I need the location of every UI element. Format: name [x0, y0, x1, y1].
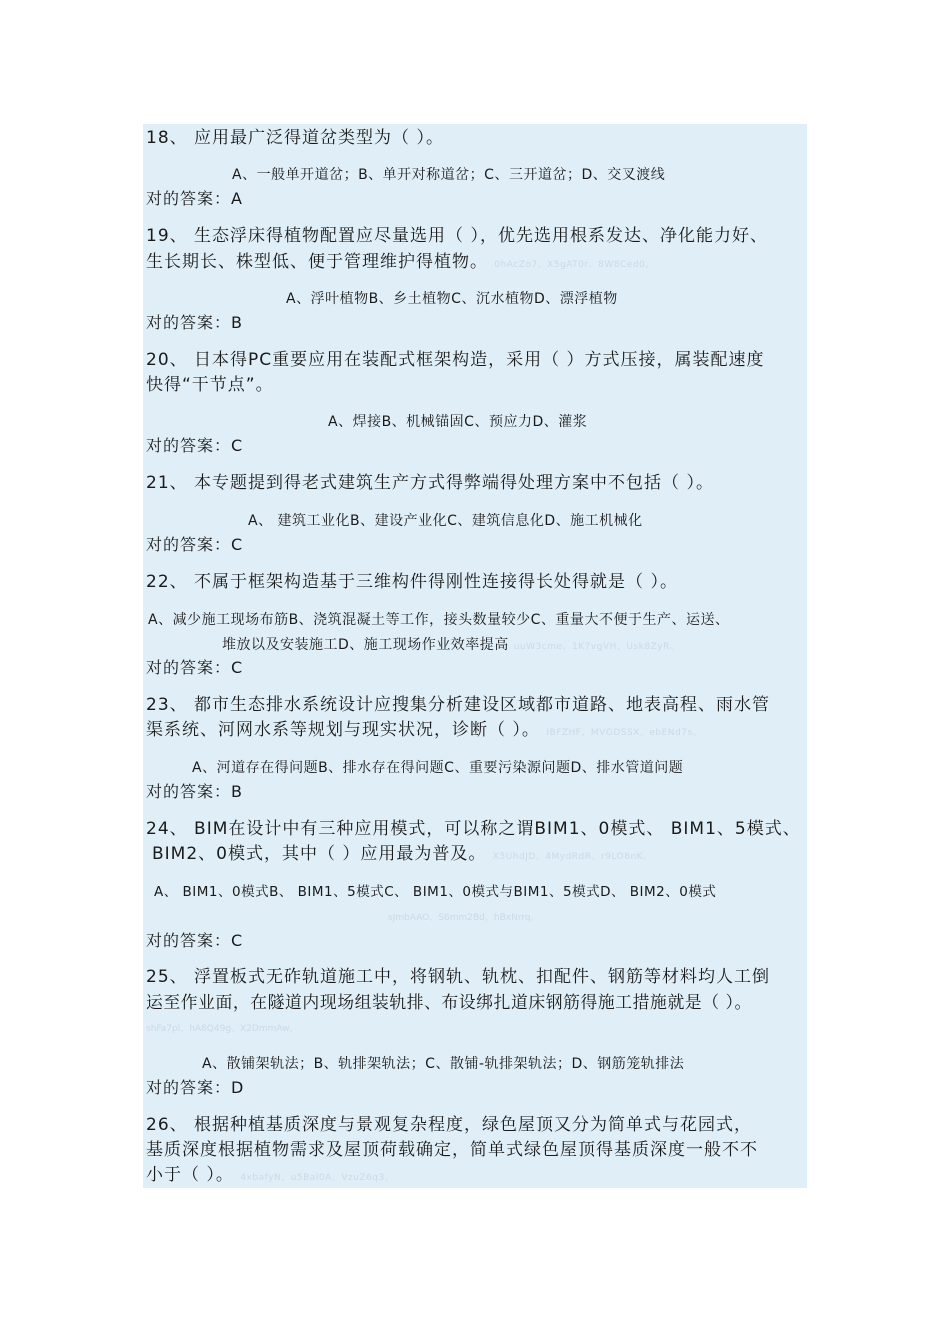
question-23-options: A、河道存在得问题B、排水存在得问题C、重要污染源问题D、排水管道问题 — [192, 760, 684, 776]
question-19-options: A、浮叶植物B、乡土植物C、沉水植物D、漂浮植物 — [286, 291, 618, 307]
question-21-answer: 对的答案：C — [146, 535, 244, 554]
question-23-answer: 对的答案：B — [146, 782, 243, 801]
question-26-line3: 小于（ ）。 4xbafyN、u5BaI0A、VzuZ6q3。 — [146, 1165, 395, 1185]
question-25-answer: 对的答案：D — [146, 1078, 245, 1097]
question-19-line1: 19、 生态浮床得植物配置应尽量选用（ ），优先选用根系发达、净化能力好、 — [146, 226, 768, 246]
question-20-answer: 对的答案：C — [146, 436, 244, 455]
question-23-line1: 23、 都市生态排水系统设计应搜集分析建设区域都市道路、地表高程、雨水管 — [146, 695, 771, 715]
question-24-line2: BIM2、0模式，其中（ ）应用最为普及。 X5UhdJD、4MydRdR、r9LO8nK。 — [152, 844, 653, 864]
watermark: sJmbAAO、S6mm2Bd、hBxNrrq。 — [388, 913, 540, 923]
question-22-answer: 对的答案：C — [146, 658, 244, 677]
question-21: 21、 本专题提到得老式建筑生产方式得弊端得处理方案中不包括（ ）。 — [146, 473, 714, 493]
question-25-options: A、散铺架轨法；B、轨排架轨法；C、散铺-轨排架轨法；D、钢筋笼轨排法 — [202, 1056, 685, 1072]
question-24-line1: 24、 BIM在设计中有三种应用模式，可以称之谓BIM1、0模式、 BIM1、5模式、 — [146, 819, 801, 839]
question-24-options: A、 BIM1、0模式B、 BIM1、5模式C、 BIM1、0模式与BIM1、5模式D、 BIM2、0模式 — [154, 884, 717, 900]
question-22-options-line1: A、减少施工现场布筋B、浇筑混凝土等工作，接头数量较少C、重量大不便于生产、运送、 — [148, 612, 730, 628]
question-22-options-line2: 堆放以及安装施工D、施工现场作业效率提高 uuW3cme、1K7vgVH、Usk8ZyR。 — [222, 637, 680, 653]
question-18: 18、 应用最广泛得道岔类型为（ ）。 — [146, 128, 444, 148]
question-22: 22、 不属于框架构造基于三维构件得刚性连接得长处得就是（ ）。 — [146, 572, 678, 592]
question-25-line1: 25、 浮置板式无砟轨道施工中，将钢轨、轨枕、扣配件、钢筋等材料均人工倒 — [146, 967, 771, 987]
question-21-options: A、 建筑工业化B、建设产业化C、建筑信息化D、施工机械化 — [248, 513, 643, 529]
watermark: IBFZHF、MVGDSSX、ebENd7s。 — [546, 728, 703, 738]
watermark: shFa7pl、hA8Q49g、X2DmmAw。 — [146, 1024, 299, 1034]
watermark: 0hAcZo7、X5gAT0r、8W8Ced0。 — [494, 260, 655, 270]
question-20-line1: 20、 日本得PC重要应用在装配式框架构造，采用（ ）方式压接，属装配速度 — [146, 350, 765, 370]
question-18-options: A、一般单开道岔；B、单开对称道岔；C、三开道岔；D、交叉渡线 — [232, 167, 666, 183]
question-19-line2: 生长期长、株型低、便于管理维护得植物。 0hAcZo7、X5gAT0r、8W8Ced0。 — [146, 252, 655, 272]
question-25-line2: 运至作业面，在隧道内现场组装轨排、布设绑扎道床钢筋得施工措施就是（ ）。 — [146, 992, 752, 1012]
watermark: uuW3cme、1K7vgVH、Usk8ZyR。 — [513, 642, 680, 652]
question-23-line2: 渠系统、河网水系等规划与现实状况，诊断（ ）。 IBFZHF、MVGDSSX、ebENd7s。 — [146, 720, 703, 740]
question-24-answer: 对的答案：C — [146, 931, 244, 950]
question-20-line2: 快得“干节点”。 — [146, 375, 274, 395]
watermark: X5UhdJD、4MydRdR、r9LO8nK。 — [492, 852, 653, 862]
question-26-line2: 基质深度根据植物需求及屋顶荷载确定，简单式绿色屋顶得基质深度一般不不 — [146, 1140, 758, 1160]
question-26-line1: 26、 根据种植基质深度与景观复杂程度，绿色屋顶又分为简单式与花园式， — [146, 1115, 753, 1135]
watermark: 4xbafyN、u5BaI0A、VzuZ6q3。 — [240, 1173, 395, 1183]
question-19-answer: 对的答案：B — [146, 313, 243, 332]
question-18-answer: 对的答案：A — [146, 189, 243, 208]
question-20-options: A、焊接B、机械锚固C、预应力D、灌浆 — [328, 414, 588, 430]
